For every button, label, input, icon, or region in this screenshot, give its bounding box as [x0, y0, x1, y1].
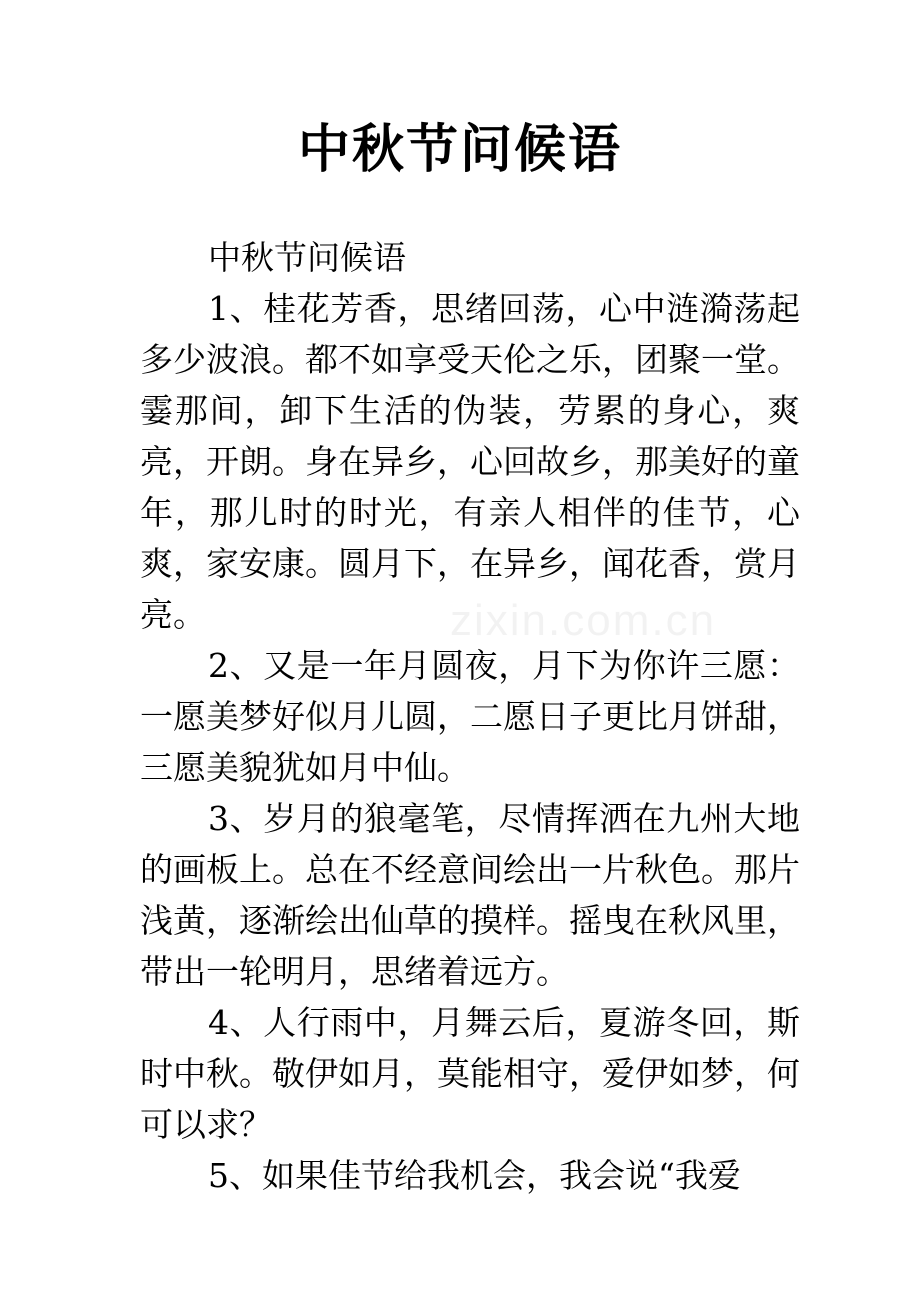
- paragraph-4: 4、人行雨中，月舞云后，夏游冬回，斯时中秋。敬伊如月，莫能相守，爱伊如梦，何可以求？: [140, 1003, 800, 1144]
- document-title: 中秋节问候语: [297, 119, 622, 180]
- document-body: [140, 232, 800, 1201]
- watermark: zixin.com.cn: [450, 596, 717, 645]
- paragraph-2: 2、又是一年月圆夜，月下为你许三愿：一愿美梦好似月儿圆，二愿日子更比月饼甜，三愿美貌犹如月中仙。: [140, 646, 800, 787]
- paragraph-3: 3、岁月的狼毫笔，尽情挥洒在九州大地的画板上。总在不经意间绘出一片秋色。那片浅黄，逐渐绘出仙草的摸样。摇曳在秋风里，带出一轮明月，思绪着远方。: [140, 799, 800, 991]
- paragraph-1: 1、桂花芳香，思绪回荡，心中涟漪荡起多少波浪。都不如享受天伦之乐，团聚一堂。霎那间，卸下生活的伪装，劳累的身心，爽亮，开朗。身在异乡，心回故乡，那美好的童年，那儿时的时光，有亲人相伴的佳节，心爽，家安康。圆月下，在异乡，闻花香，赏月亮。: [140, 289, 800, 634]
- paragraph-heading: 中秋节问候语: [208, 238, 406, 277]
- paragraph-5: 5、如果佳节给我机会，我会说“我爱: [208, 1156, 741, 1195]
